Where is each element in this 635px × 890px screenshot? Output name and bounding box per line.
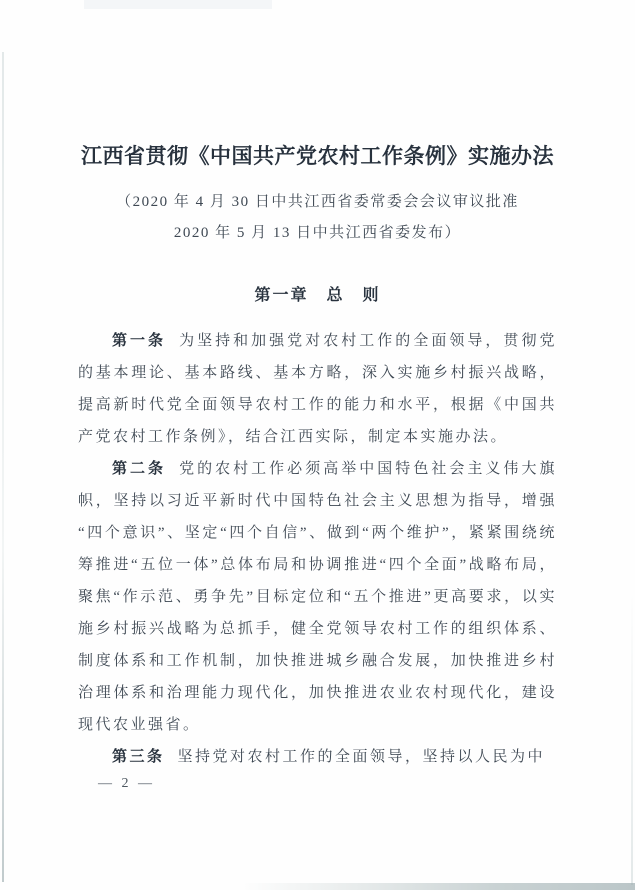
scan-edge-right — [631, 590, 633, 885]
scan-artifact-top — [84, 0, 272, 9]
approval-block — [0, 187, 635, 249]
article-3-label: 第三条 — [112, 749, 165, 765]
document-body — [78, 325, 557, 773]
scan-shadow-bottom — [0, 883, 635, 890]
document-title: 江西省贯彻《中国共产党农村工作条例》实施办法 — [81, 144, 554, 168]
approval-line-2: 2020 年 5 月 13 日中共江西省委发布） — [173, 225, 462, 241]
chapter-heading: 第一章 总 则 — [254, 287, 381, 304]
scan-edge-left — [2, 52, 4, 882]
article-1-label: 第一条 — [112, 333, 167, 349]
article-3-text: 坚持党对农村工作的全面领导，坚持以人民为中 — [177, 749, 546, 765]
article-paragraph-3 — [78, 741, 557, 773]
article-paragraph-2 — [78, 453, 557, 741]
article-2-label: 第二条 — [112, 461, 167, 477]
approval-line-1: （2020 年 4 月 30 日中共江西省委常委会会议审议批准 — [116, 194, 519, 210]
article-paragraph-1 — [78, 325, 557, 453]
article-1-text: 为坚持和加强党对农村工作的全面领导，贯彻党的基本理论、基本路线、基本方略，深入实施乡村振兴战略，提高新时代党全面领导农村工作的能力和水平，根据《中国共产党农村工作条例》，结合江西实际，制定本实施办法。 — [78, 333, 557, 445]
article-2-text: 党的农村工作必须高举中国特色社会主义伟大旗帜，坚持以习近平新时代中国特色社会主义思想为指导，增强“四个意识”、坚定“四个自信”、做到“两个维护”，紧紧围绕统筹推进“五位一体”总体布局和协调推进“四个全面”战略布局，聚焦“作示范、勇争先”目标定位和“五个推进”更高要求，以实施乡村振兴战略为总抓手，健全党领导农村工作的组织体系、制度体系和工作机制，加快推进城乡融合发展，加快推进乡村治理体系和治理能力现代化，加快推进农业农村现代化，建设现代农业强省。 — [78, 461, 557, 733]
page-number: — 2 — — [98, 776, 155, 791]
